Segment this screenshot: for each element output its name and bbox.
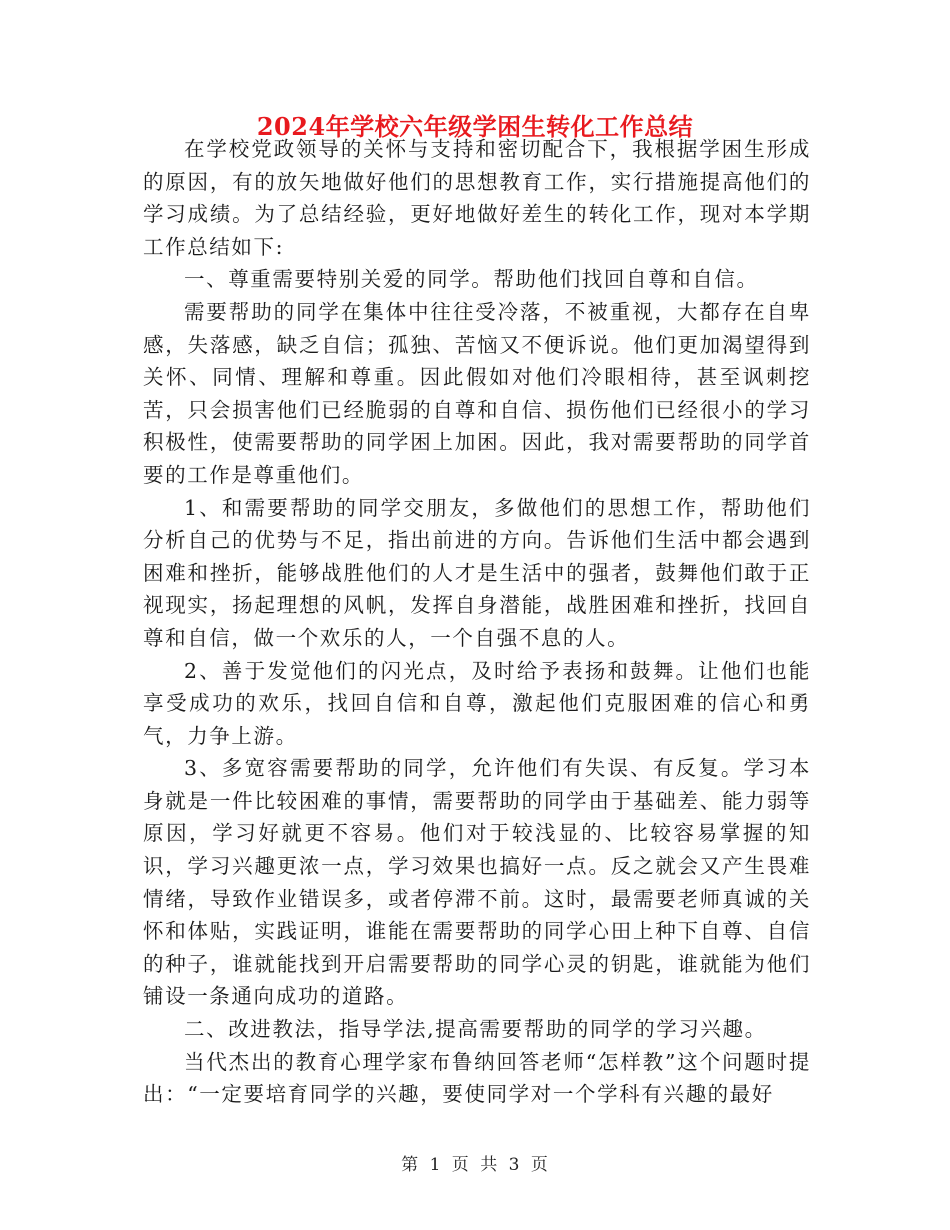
total-label: 共 xyxy=(480,1155,499,1175)
total-unit: 页 xyxy=(530,1155,549,1175)
page-label: 第 xyxy=(401,1155,420,1175)
section-heading: 二、改进教法，指导学法,提高需要帮助的同学的学习兴趣。 xyxy=(184,1017,767,1042)
list-item: 1、和需要帮助的同学交朋友，多做他们的思想工作，帮助他们分析自己的优势与不足，指出前进的方向。告诉他们生活中都会遇到困难和挫折，能够战胜他们的人才是生活中的强者，鼓舞他们敢于正视现实，扬起理想的风帆，发挥自身潜能，战胜困难和挫折，找回自尊和自信，做一个欢乐的人，一个自强不息的人。 xyxy=(143,495,811,650)
page-total: 3 xyxy=(508,1155,521,1175)
paragraph: 需要帮助的同学在集体中往往受冷落，不被重视，大都存在自卑感，失落感，缺乏自信；孤独、苦恼又不便诉说。他们更加渴望得到关怀、同情、理解和尊重。因此假如对他们冷眼相待，甚至讽刺挖苦，只会损害他们已经脆弱的自尊和自信、损伤他们已经很小的学习积极性，使需要帮助的同学困上加困。因此，我对需要帮助的同学首要的工作是尊重他们。 xyxy=(143,299,811,487)
list-item: 2、善于发觉他们的闪光点，及时给予表扬和鼓舞。让他们也能享受成功的欢乐，找回自信和自尊，激起他们克服困难的信心和勇气，力争上游。 xyxy=(143,658,811,748)
paragraph: 在学校党政领导的关怀与支持和密切配合下，我根据学困生形成的原因，有的放矢地做好他们的思想教育工作，实行措施提高他们的学习成绩。为了总结经验，更好地做好差生的转化工作，现对本学期工作总结如下: xyxy=(143,137,811,259)
section-heading: 一、尊重需要特别关爱的同学。帮助他们找回自尊和自信。 xyxy=(184,267,759,292)
document-body xyxy=(143,133,811,1111)
page-unit: 页 xyxy=(451,1155,470,1175)
document-title: 2024年学校六年级学困生转化工作总结 xyxy=(256,112,694,141)
page-footer xyxy=(0,1153,950,1177)
page-current: 1 xyxy=(429,1155,442,1175)
list-item: 3、多宽容需要帮助的同学，允许他们有失误、有反复。学习本身就是一件比较困难的事情，需要帮助的同学由于基础差、能力弱等原因，学习好就更不容易。他们对于较浅显的、比较容易掌握的知识，学习兴趣更浓一点，学习效果也搞好一点。反之就会又产生畏难情绪，导致作业错误多，或者停滞不前。这时，最需要老师真诚的关怀和体贴，实践证明，谁能在需要帮助的同学心田上种下自尊、自信的种子，谁就能找到开启需要帮助的同学心灵的钥匙，谁就能为他们铺设一条通向成功的道路。 xyxy=(143,756,811,1009)
paragraph: 当代杰出的教育心理学家布鲁纳回答老师“怎样教”这个问题时提出：“一定要培育同学的兴趣，要使同学对一个学科有兴趣的最好 xyxy=(143,1049,811,1107)
